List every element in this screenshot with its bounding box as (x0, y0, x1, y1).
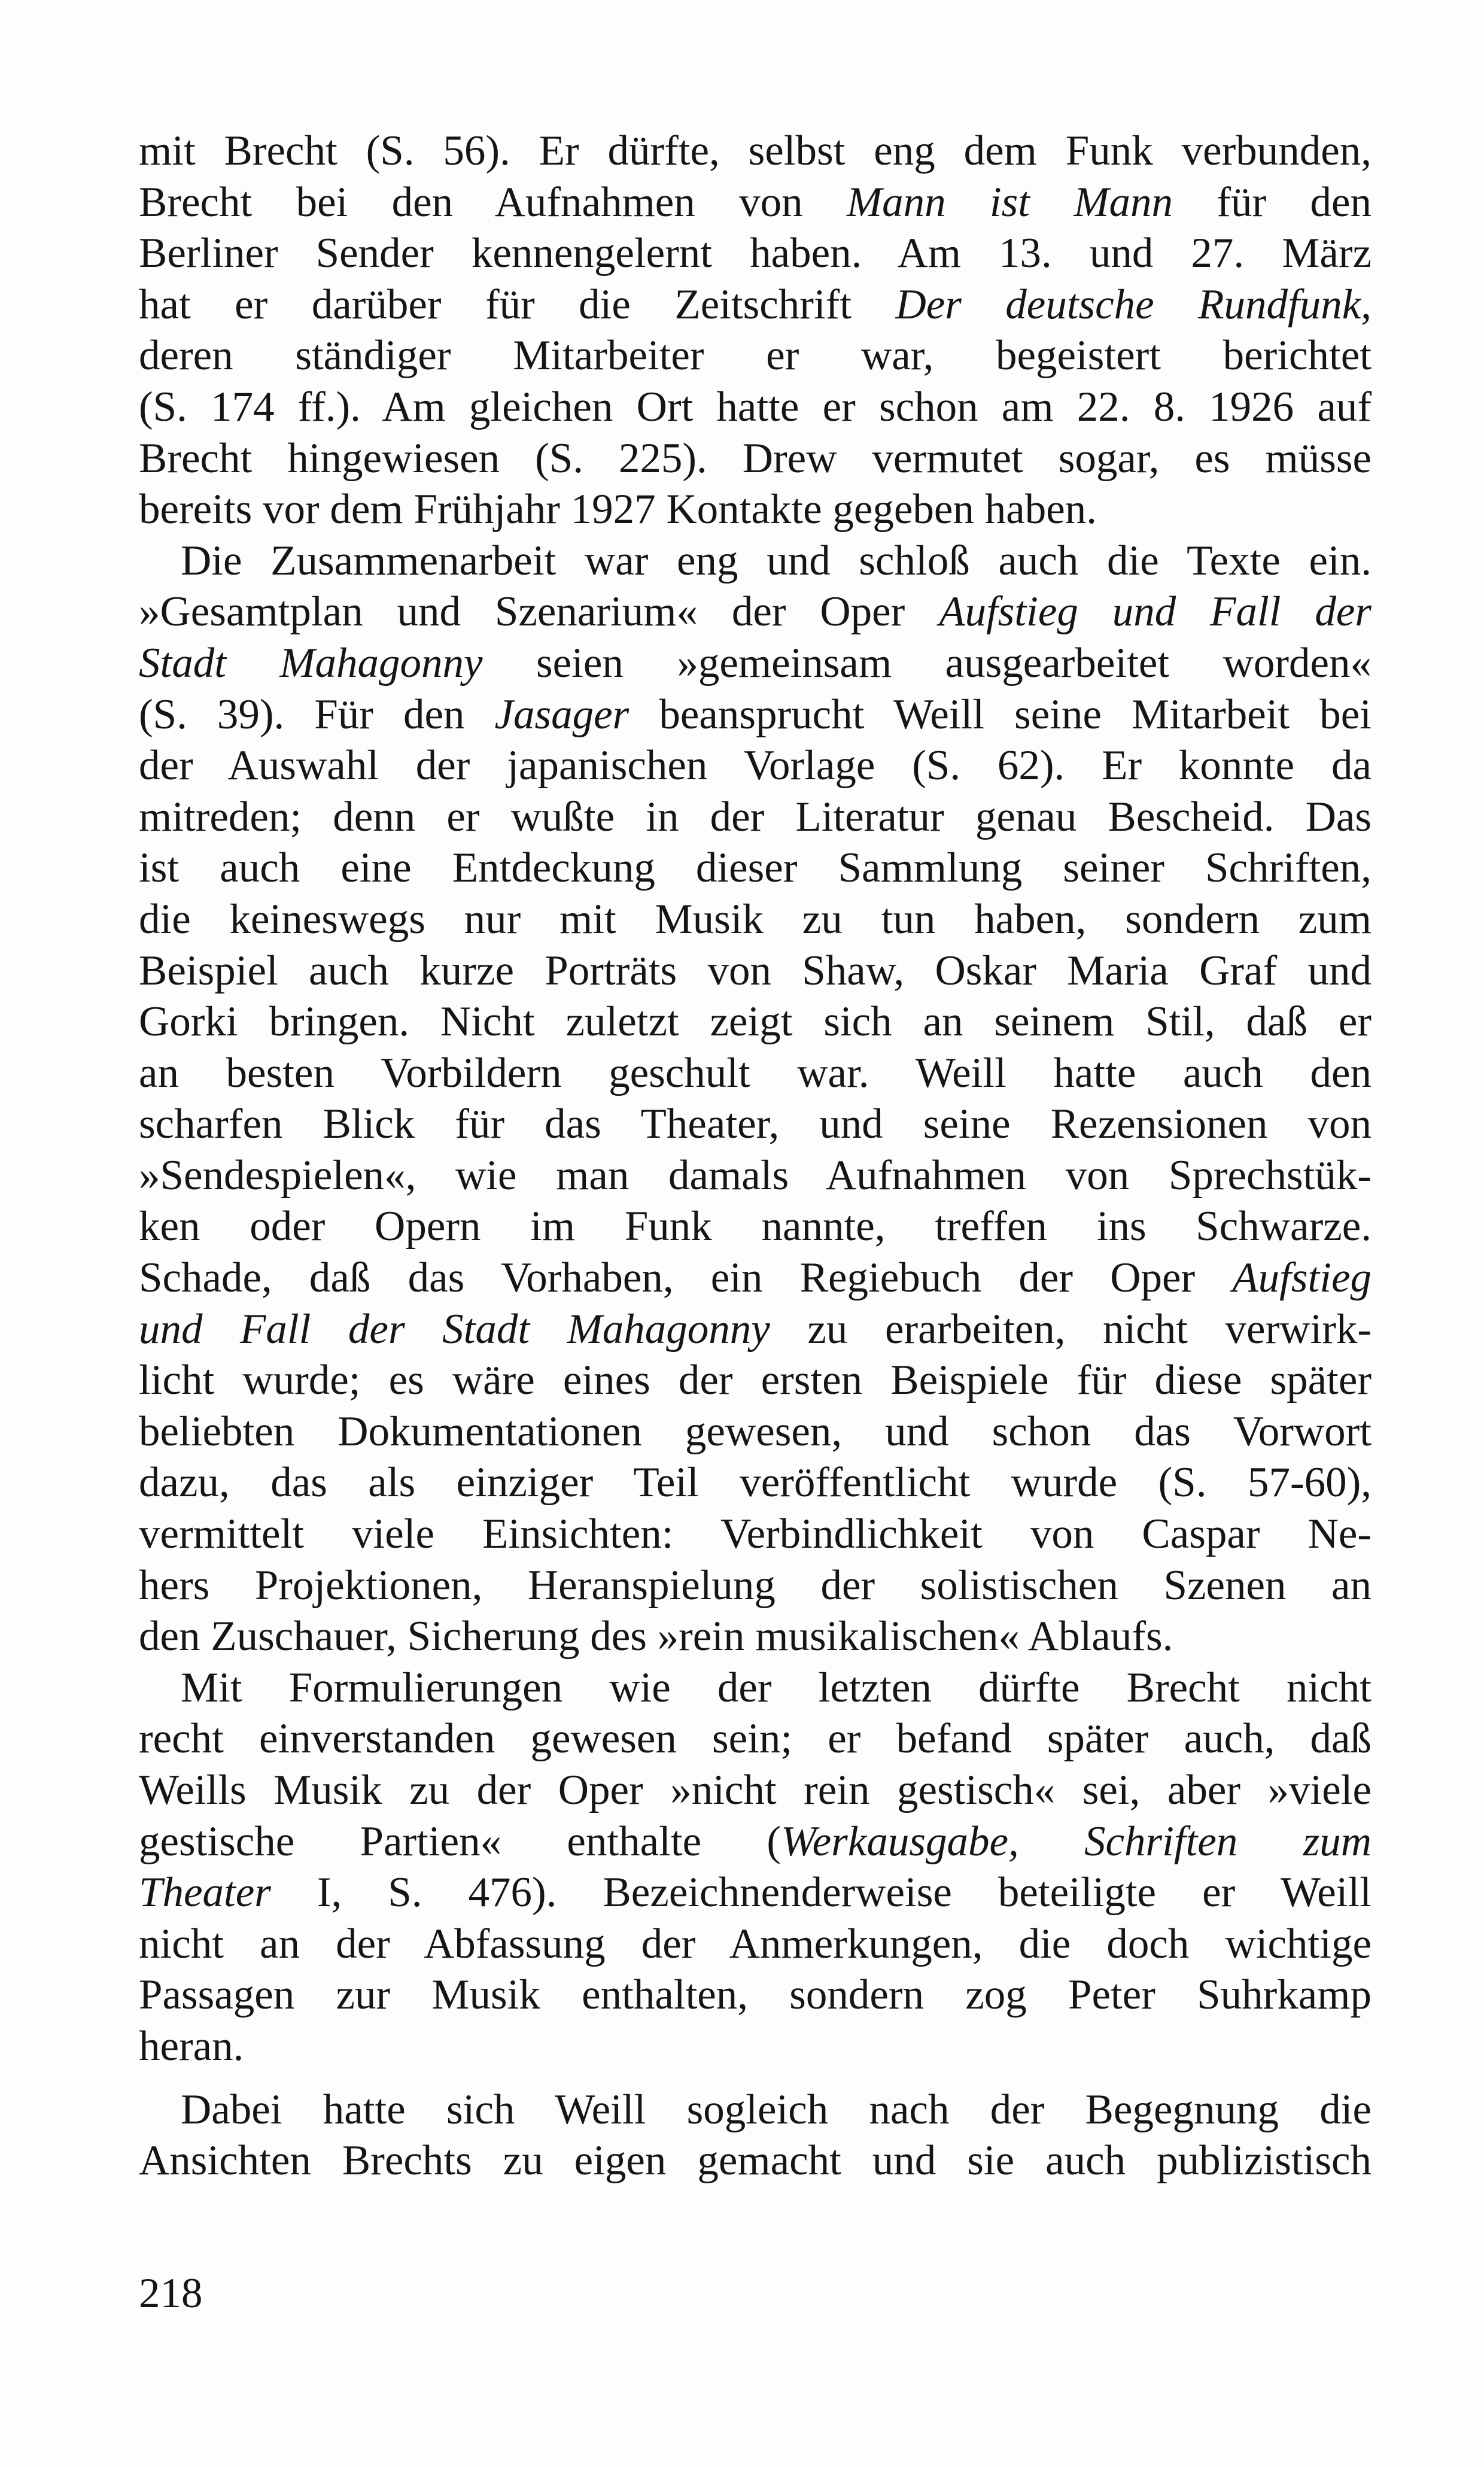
text-segment: Brecht hingewiesen (S. 225). Drew vermutet sogar, es müsse (139, 435, 1372, 482)
text-line (139, 740, 1372, 792)
italic-title: Theater (139, 1869, 271, 1916)
text-line (139, 330, 1372, 382)
text-segment: nicht an der Abfassung der Anmerkungen, die doch wichtige (139, 1920, 1372, 1967)
text-segment: gestische Partien« enthalte ( (139, 1818, 781, 1865)
text-segment: Die Zusammenarbeit war eng und schloß auch die Texte ein. (181, 537, 1372, 584)
text-segment: Berliner Sender kennengelernt haben. Am 13. und 27. März (139, 230, 1372, 277)
text-segment: hat er darüber für die Zeitschrift (139, 281, 896, 328)
text-segment: die keineswegs nur mit Musik zu tun haben, sondern zum (139, 895, 1372, 943)
text-segment: licht wurde; es wäre eines der ersten Beispiele für diese später (139, 1357, 1372, 1404)
text-line (139, 1765, 1372, 1816)
text-segment: (S. 174 ff.). Am gleichen Ort hatte er schon am 22. 8. 1926 auf (139, 383, 1372, 430)
text-segment: Dabei hatte sich Weill sogleich nach der Begegnung die (181, 2086, 1372, 2133)
text-line (139, 1406, 1372, 1458)
text-segment: heran. (139, 2022, 244, 2070)
text-segment: an besten Vorbildern geschult war. Weill hatte auch den (139, 1049, 1372, 1096)
text-line (139, 1816, 1372, 1868)
text-segment: mitreden; denn er wußte in der Literatur genau Bescheid. Das (139, 793, 1372, 840)
text-line (139, 536, 1372, 587)
text-segment: seien »gemeinsam ausgearbeitet worden« (482, 639, 1372, 686)
text-segment: deren ständiger Mitarbeiter er war, begeistert berichtet (139, 332, 1372, 379)
text-line (139, 2135, 1372, 2187)
text-line (139, 1457, 1372, 1509)
text-line (139, 1355, 1372, 1406)
text-line (139, 587, 1372, 638)
page-number: 218 (139, 2270, 203, 2317)
body-text (139, 126, 1372, 2187)
text-line (139, 1150, 1372, 1202)
text-segment: »Sendespielen«, wie man damals Aufnahmen von Sprechstük- (139, 1152, 1372, 1199)
italic-title: Der deutsche Rundfunk (895, 281, 1361, 328)
text-segment: beliebten Dokumentationen gewesen, und schon das Vorwort (139, 1408, 1372, 1455)
text-segment: I, S. 476). Bezeichnenderweise beteiligte er Weill (270, 1869, 1372, 1916)
text-segment: Ansichten Brechts zu eigen gemacht und sie auch publizistisch (139, 2137, 1372, 2185)
text-line (139, 484, 1372, 536)
text-line (139, 177, 1372, 229)
text-segment: beansprucht Weill seine Mitarbeit bei (629, 691, 1372, 738)
text-line (139, 1970, 1372, 2021)
text-segment: scharfen Blick für das Theater, und seine Rezensionen von (139, 1101, 1372, 1148)
text-segment: bereits vor dem Frühjahr 1927 Kontakte gegeben haben. (139, 486, 1097, 533)
text-segment: Gorki bringen. Nicht zuletzt zeigt sich an seinem Stil, daß er (139, 998, 1372, 1046)
text-line (139, 996, 1372, 1048)
text-segment: hers Projektionen, Heranspielung der solistischen Szenen an (139, 1561, 1372, 1609)
italic-title: Mann ist Mann (846, 178, 1173, 226)
text-line (139, 382, 1372, 433)
text-segment: Mit Formulierungen wie der letzten dürfte Brecht nicht (181, 1664, 1372, 1711)
text-line (139, 1304, 1372, 1356)
text-segment: Beispiel auch kurze Porträts von Shaw, Oskar Maria Graf und (139, 947, 1372, 994)
text-line (139, 1099, 1372, 1150)
text-segment: Schade, daß das Vorhaben, ein Regiebuch der Oper (139, 1254, 1233, 1302)
text-line (139, 126, 1372, 177)
text-line (139, 1201, 1372, 1253)
text-segment: mit Brecht (S. 56). Er dürfte, selbst eng dem Funk verbunden, (139, 127, 1372, 174)
text-line (139, 1867, 1372, 1919)
text-line (139, 946, 1372, 997)
text-line (139, 689, 1372, 741)
text-segment: ken oder Opern im Funk nannte, treffen ins Schwarze. (139, 1203, 1372, 1250)
text-line (139, 433, 1372, 485)
italic-title: und Fall der Stadt Mahagonny (139, 1305, 770, 1353)
text-line (139, 1611, 1372, 1663)
text-segment: den Zuschauer, Sicherung des »rein musikalischen« Ablaufs. (139, 1613, 1173, 1660)
italic-title: Aufstieg (1232, 1254, 1372, 1302)
text-line (139, 2021, 1372, 2073)
text-line (139, 792, 1372, 843)
text-line (139, 2085, 1372, 2136)
text-line (139, 1048, 1372, 1099)
text-segment: Passagen zur Musik enthalten, sondern zog Peter Suhrkamp (139, 1971, 1372, 2019)
text-line (139, 1919, 1372, 1970)
italic-title: Stadt Mahagonny (139, 639, 483, 686)
text-segment: »Gesamtplan und Szenarium« der Oper (139, 588, 939, 636)
text-segment: , (1361, 281, 1372, 328)
italic-title: Aufstieg und Fall der (939, 588, 1372, 636)
text-line (139, 279, 1372, 331)
text-line (139, 843, 1372, 894)
text-line (139, 228, 1372, 279)
text-line (139, 1509, 1372, 1560)
text-line (139, 1713, 1372, 1765)
text-segment: dazu, das als einziger Teil veröffentlicht wurde (S. 57-60), (139, 1459, 1372, 1506)
text-line (139, 1253, 1372, 1304)
text-segment: Brecht bei den Aufnahmen von (139, 178, 847, 226)
text-segment: recht einverstanden gewesen sein; er befand später auch, daß (139, 1715, 1372, 1763)
text-segment: (S. 39). Für den (139, 691, 495, 738)
text-segment: zu erarbeiten, nicht verwirk- (770, 1305, 1372, 1353)
text-segment: vermittelt viele Einsichten: Verbindlichkeit von Caspar Ne- (139, 1511, 1372, 1558)
text-line (139, 1663, 1372, 1714)
text-segment: für den (1173, 178, 1372, 226)
text-line (139, 894, 1372, 946)
text-line (139, 1560, 1372, 1612)
text-segment: ist auch eine Entdeckung dieser Sammlung seiner Schriften, (139, 844, 1372, 892)
italic-title: Werkausgabe, Schriften zum (781, 1818, 1372, 1865)
text-segment: der Auswahl der japanischen Vorlage (S. 62). Er konnte da (139, 742, 1372, 789)
text-segment: Weills Musik zu der Oper »nicht rein gestisch« sei, aber »viele (139, 1767, 1372, 1813)
text-line (139, 638, 1372, 689)
italic-title: Jasager (494, 691, 630, 738)
